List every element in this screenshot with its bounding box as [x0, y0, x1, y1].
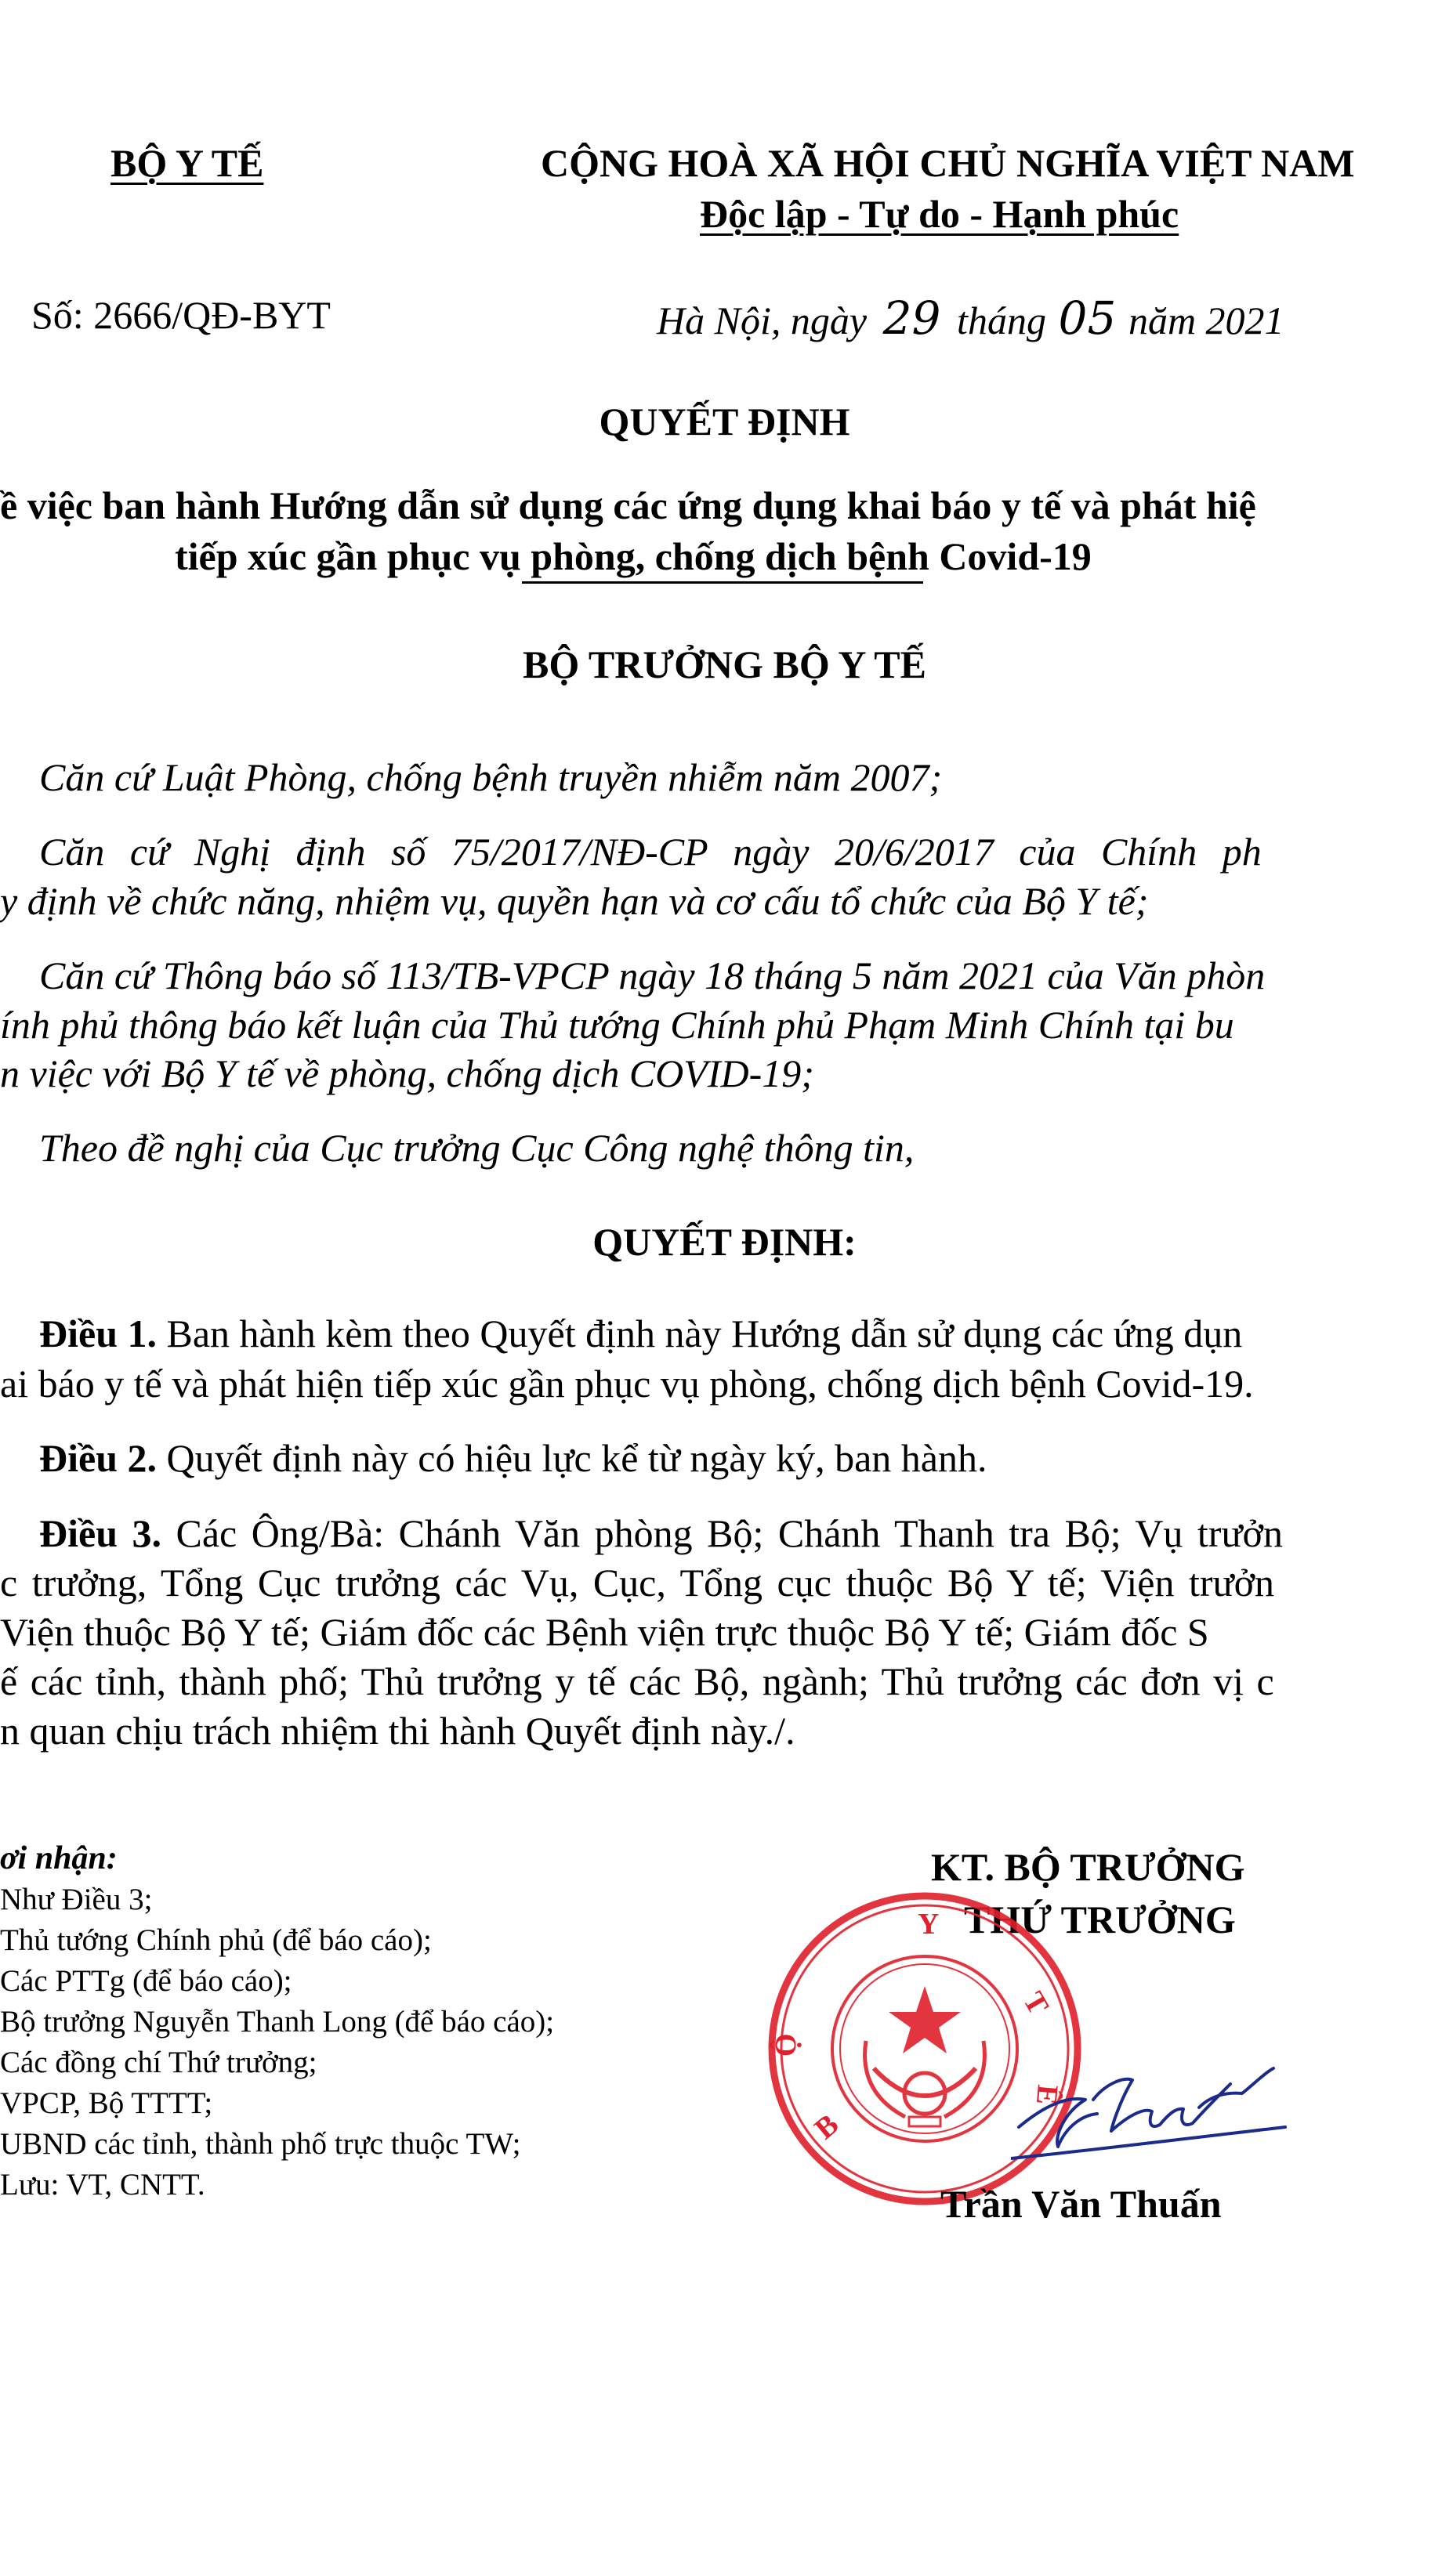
signer-name: Trần Văn Thuấn — [940, 2182, 1222, 2226]
article-1-line-1 — [39, 1314, 1242, 1353]
svg-text:Ộ: Ộ — [770, 2033, 802, 2057]
article-3-line-3: Viện thuộc Bộ Y tế; Giám đốc các Bệnh viện trực thuộc Bộ Y tế; Giám đốc S — [0, 1610, 1209, 1654]
issue-date — [657, 291, 1284, 345]
article-2-text: Quyết định này có hiệu lực kể từ ngày ký, ban hành. — [157, 1436, 987, 1480]
article-3-text: Các Ông/Bà: Chánh Văn phòng Bộ; Chánh Thanh tra Bộ; Vụ trưởn — [161, 1511, 1283, 1555]
article-2-label: Điều 2. — [39, 1436, 157, 1480]
date-year: năm 2021 — [1128, 298, 1284, 342]
date-month-label: tháng — [957, 298, 1046, 342]
recipient-item: Như Điều 3; — [0, 1883, 153, 1916]
preamble-proposal: Theo đề nghị của Cục trưởng Cục Công nghệ thông tin, — [39, 1126, 915, 1170]
article-1-label: Điều 1. — [39, 1312, 157, 1355]
preamble-law: Căn cứ Luật Phòng, chống bệnh truyền nhiễm năm 2007; — [39, 755, 943, 799]
ministry-name: BỘ Y TẾ — [110, 141, 264, 185]
nation-name: CỘNG HOÀ XÃ HỘI CHỦ NGHĨA VIỆT NAM — [541, 141, 1355, 185]
decision-heading: QUYẾT ĐỊNH: — [592, 1220, 857, 1264]
svg-text:B: B — [808, 2107, 846, 2146]
recipient-item: UBND các tỉnh, thành phố trực thuộc TW; — [0, 2127, 521, 2161]
preamble-decree-line-1: Căn cứ Nghị định số 75/2017/NĐ-CP ngày 20/6/2017 của Chính ph — [39, 830, 1262, 874]
recipient-item: VPCP, Bộ TTTT; — [0, 2086, 213, 2120]
handwritten-signature — [1011, 2053, 1293, 2170]
article-3-line-4: ế các tỉnh, thành phố; Thủ trưởng y tế các Bộ, ngành; Thủ trưởng các đơn vị c — [0, 1659, 1274, 1703]
article-1-line-2: ai báo y tế và phát hiện tiếp xúc gần phục vụ phòng, chống dịch bệnh Covid-19. — [0, 1362, 1254, 1406]
preamble-decree-line-2: y định về chức năng, nhiệm vụ, quyền hạn và cơ cấu tổ chức của Bộ Y tế; — [0, 879, 1149, 923]
signature-on-behalf: KT. BỘ TRƯỞNG — [931, 1845, 1245, 1889]
issuer-title: BỘ TRƯỞNG BỘ Y TẾ — [523, 642, 926, 686]
preamble-notice-line-3: n việc với Bộ Y tế về phòng, chống dịch COVID-19; — [0, 1051, 814, 1095]
recipients-heading: ơi nhận: — [0, 1840, 118, 1876]
subject-line-2-text: tiếp xúc gần phục vụ phòng, chống dịch bệnh Covid-19 — [175, 534, 1092, 578]
recipient-item: Thủ tướng Chính phủ (để báo cáo); — [0, 1923, 432, 1957]
signature-position: THỨ TRƯỞNG — [964, 1898, 1236, 1941]
recipient-item: Các đồng chí Thứ trưởng; — [0, 2046, 317, 2079]
recipient-item: Bộ trưởng Nguyễn Thanh Long (để báo cáo); — [0, 2005, 555, 2039]
svg-text:T: T — [1016, 1986, 1056, 2021]
preamble-notice-line-1: Căn cứ Thông báo số 113/TB-VPCP ngày 18 tháng 5 năm 2021 của Văn phòn — [39, 953, 1266, 997]
document-type: QUYẾT ĐỊNH — [599, 400, 850, 443]
document-number: Số: 2666/QĐ-BYT — [31, 293, 331, 337]
article-3-line-1 — [39, 1511, 1283, 1555]
svg-text:Y: Y — [918, 1908, 940, 1941]
recipient-item: Lưu: VT, CNTT. — [0, 2168, 205, 2202]
article-3-line-5: n quan chịu trách nhiệm thi hành Quyết định này./. — [0, 1709, 795, 1753]
date-day: 29 — [882, 291, 941, 345]
subject-line-2 — [175, 534, 1092, 578]
national-motto: Độc lập - Tự do - Hạnh phúc — [700, 192, 1179, 236]
svg-text:Ế: Ế — [1029, 2083, 1064, 2107]
subject-line-1: ề việc ban hành Hướng dẫn sử dụng các ứng dụng khai báo y tế và phát hiệ — [0, 483, 1256, 527]
preamble-notice-line-2: ính phủ thông báo kết luận của Thủ tướng Chính phủ Phạm Minh Chính tại bu — [0, 1003, 1234, 1047]
article-1-text: Ban hành kèm theo Quyết định này Hướng dẫn sử dụng các ứng dụn — [157, 1312, 1243, 1355]
date-month: 05 — [1058, 291, 1117, 345]
article-3-label: Điều 3. — [39, 1511, 161, 1555]
article-2-line-1 — [39, 1438, 987, 1478]
title-underline — [522, 581, 923, 584]
article-3-line-2: c trưởng, Tổng Cục trưởng các Vụ, Cục, Tổng cục thuộc Bộ Y tế; Viện trưởn — [0, 1561, 1275, 1605]
recipient-item: Các PTTg (để báo cáo); — [0, 1964, 292, 1998]
date-prefix: Hà Nội, ngày — [657, 298, 868, 342]
